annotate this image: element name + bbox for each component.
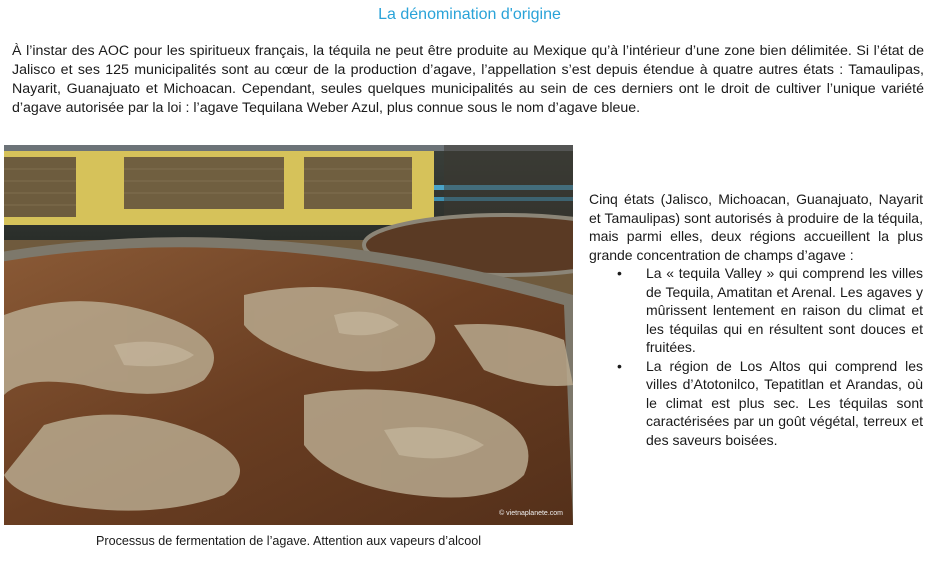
intro-paragraph: À l’instar des AOC pour les spiritueux français, la téquila ne peut être produite au Mexique qu’à l’intérieur d’une zone bien délimitée. Si l’état de Jalisco et ses 125 municipalités sont au cœur de la production d’agave, l’appellation s’est depuis étendue à quatre autres états : Tamaulipas, Nayarit, Guanajuato et Michoacan. Cependant, seules quelques municipalités au sein de ces derniers ont le droit de cultiver l’unique variété d’agave autorisée par la loi : l’agave Tequilana Weber Azul, plus connue sous le nom d’agave bleue. [12, 43, 924, 116]
fermentation-tank-illustration [4, 145, 573, 525]
regions-intro-paragraph: Cinq états (Jalisco, Michoacan, Guanajuato, Nayarit et Tamaulipas) sont autorisés à produire de la téquila, mais parmi elles, deux régions accueillent la plus grande concentration de champs d’agave : [589, 191, 923, 263]
regions-list [589, 264, 923, 449]
bullet-icon: • [617, 357, 622, 374]
section-heading: La dénomination d'origine [378, 6, 561, 23]
fermentation-photo [4, 145, 573, 525]
photo-credit: © vietnaplanete.com [499, 510, 563, 517]
list-item [589, 357, 923, 450]
list-item-text: La « tequila Valley » qui comprend les villes de Tequila, Amatitan et Arenal. Les agaves y mûrissent lentement en raison du climat et les téquilas qui en résultent sont douces et fruitées. [646, 265, 923, 355]
list-item-text: La région de Los Altos qui comprend les villes d’Atotonilco, Tepatitlan et Arandas, où le climat est plus sec. Les téquilas sont caractérisées par un goût végétal, terreux et des saveurs boisées. [646, 357, 923, 448]
list-item [589, 264, 923, 357]
regions-text-block [589, 190, 923, 449]
photo-caption: Processus de fermentation de l’agave. Attention aux vapeurs d’alcool [95, 534, 482, 548]
bullet-icon: • [617, 265, 622, 281]
